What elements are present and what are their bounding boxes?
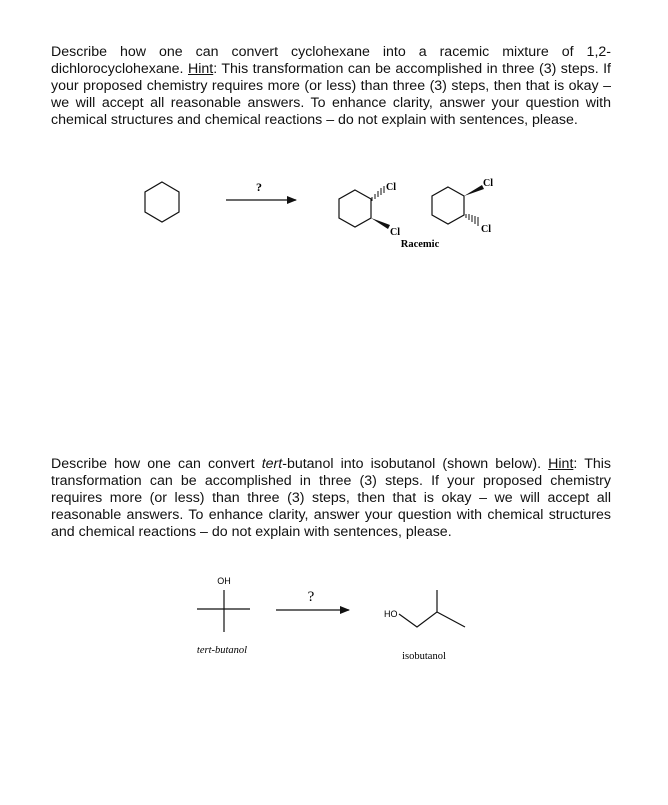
chlorine-label-a-top: Cl [386,182,396,193]
chlorine-label-b-top: Cl [483,178,493,189]
chlorine-label-a-bottom: Cl [390,227,400,238]
arrow-label-1: ? [256,180,262,194]
oh-label: OH [217,576,231,586]
dichlorocyclohexane-enantiomer-a [339,186,390,229]
question-1-text: Describe how one can convert cyclohexane into a racemic mixture of 1,2-dichlorocyclohexane. Hint: This transformation can be accomplished in three (3) steps. If your proposed chemistry requires more (or less) than three (3) steps, then that is okay – we will accept all reasonable answers. To enhance clarity, answer your question with chemical structures and chemical reactions – do not explain with sentences, please. [51,44,612,129]
chlorine-label-b-bottom: Cl [481,224,491,235]
hint-label-2: Hint [548,456,574,472]
isobutanol-structure [399,590,465,627]
dichlorocyclohexane-enantiomer-b [432,185,484,226]
cyclohexane-structure [145,182,179,222]
arrow-label-2: ? [307,589,315,605]
isobutanol-name: isobutanol [402,651,446,662]
tert-butanol-name: tert-butanol [196,645,248,656]
ho-label: HO [384,609,398,619]
hint-label-1: Hint [187,61,214,78]
question-2-text: Describe how one can convert tert-butanol into isobutanol (shown below). Hint: This transformation can be accomplished in three (3) steps. If your proposed chemistry requires more (or less) than three (3) steps, then that is okay – we will accept all reasonable answers. To enhance clarity, answer your question with chemical structures and chemical reactions – do not explain with sentences, please. [51,456,612,541]
tert-butanol-structure [197,590,250,632]
racemic-caption: Racemic [400,239,440,250]
